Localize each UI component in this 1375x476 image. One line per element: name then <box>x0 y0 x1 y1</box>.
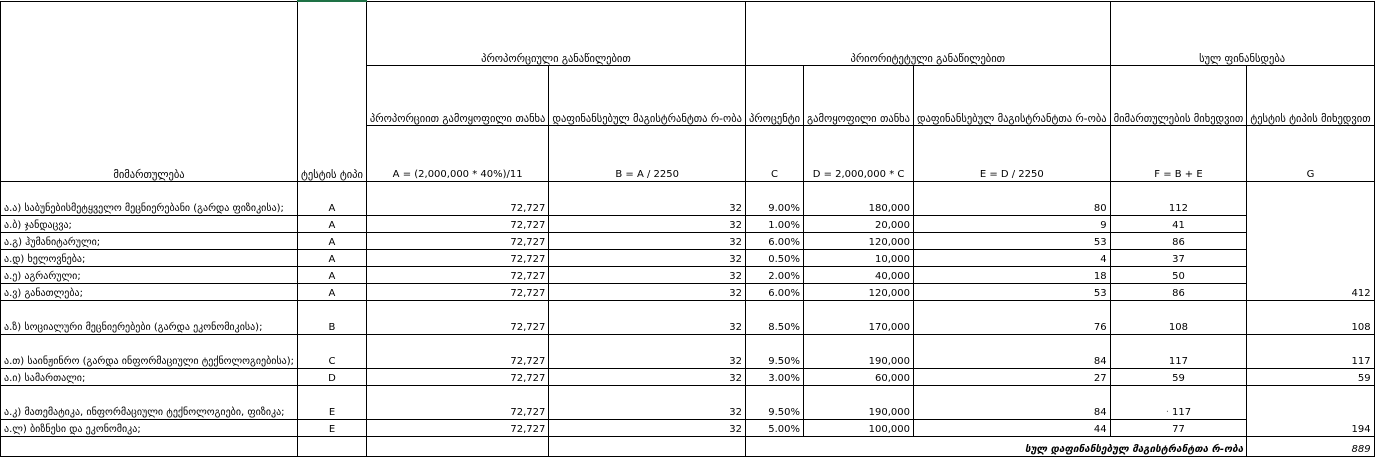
allocated-cell[interactable]: 170,000 <box>804 300 914 334</box>
allocated-cell[interactable]: 40,000 <box>804 266 914 283</box>
empty-cell <box>1 436 298 456</box>
amount-cell[interactable]: 72,727 <box>366 181 548 215</box>
by-test-type-cell-c[interactable]: 117 <box>1247 334 1374 368</box>
allocated-cell[interactable]: 190,000 <box>804 385 914 419</box>
allocated-cell[interactable]: 100,000 <box>804 419 914 436</box>
direction-cell[interactable]: ა.ი) სამართალი; <box>1 368 298 385</box>
allocated-cell[interactable]: 120,000 <box>804 232 914 249</box>
allocated-cell[interactable]: 180,000 <box>804 181 914 215</box>
formula-c: C <box>745 125 803 181</box>
table-row <box>1 266 1375 283</box>
funded-b-cell[interactable]: 4 <box>914 249 1111 266</box>
header-funded-masters-b: დაფინანსებულ მაგისტრანტთა რ-ობა <box>914 65 1111 125</box>
percent-cell[interactable]: 1.00% <box>745 215 803 232</box>
test-type-cell[interactable]: A <box>298 266 367 283</box>
percent-cell[interactable]: 6.00% <box>745 232 803 249</box>
cell-marker: · <box>1165 406 1170 418</box>
funded-a-cell[interactable]: 32 <box>549 232 746 249</box>
empty-cell <box>366 436 548 456</box>
direction-cell[interactable]: ა.თ) საინჟინრო (გარდა ინფორმაციული ტექნოლოგიებისა); <box>1 334 298 368</box>
test-type-cell[interactable]: C <box>298 334 367 368</box>
percent-cell[interactable]: 8.50% <box>745 300 803 334</box>
funded-b-cell[interactable]: 18 <box>914 266 1111 283</box>
test-type-cell[interactable]: A <box>298 215 367 232</box>
direction-cell[interactable]: ა.ლ) ბიზნესი და ეკონომიკა; <box>1 419 298 436</box>
by-direction-cell[interactable]: 59 <box>1110 368 1247 385</box>
by-direction-cell[interactable]: 117 <box>1110 334 1247 368</box>
funded-a-cell[interactable]: 32 <box>549 419 746 436</box>
by-test-type-cell-a[interactable]: 412 <box>1247 181 1374 300</box>
funded-a-cell[interactable]: 32 <box>549 181 746 215</box>
by-test-type-cell-e[interactable]: 194 <box>1247 385 1374 436</box>
amount-cell[interactable]: 72,727 <box>366 215 548 232</box>
test-type-cell[interactable]: A <box>298 249 367 266</box>
by-test-type-cell-d[interactable]: 59 <box>1247 368 1374 385</box>
test-type-cell[interactable]: D <box>298 368 367 385</box>
table-row <box>1 283 1375 300</box>
percent-cell[interactable]: 9.50% <box>745 385 803 419</box>
by-direction-cell[interactable]: 37 <box>1110 249 1247 266</box>
funded-a-cell[interactable]: 32 <box>549 283 746 300</box>
funded-b-cell[interactable]: 76 <box>914 300 1111 334</box>
direction-cell[interactable]: ა.დ) ხელოვნება; <box>1 249 298 266</box>
allocated-cell[interactable]: 10,000 <box>804 249 914 266</box>
percent-cell[interactable]: 2.00% <box>745 266 803 283</box>
header-percent: პროცენტი <box>745 65 803 125</box>
empty-cell <box>298 436 367 456</box>
formula-a: A = (2,000,000 * 40%)/11 <box>366 125 548 181</box>
table-row <box>1 419 1375 436</box>
funded-b-cell[interactable]: 53 <box>914 232 1111 249</box>
direction-cell[interactable]: ა.ე) აგრარული; <box>1 266 298 283</box>
by-direction-cell[interactable]: 86 <box>1110 232 1247 249</box>
table-row <box>1 385 1375 419</box>
test-type-cell[interactable]: E <box>298 385 367 419</box>
formula-d: D = 2,000,000 * C <box>804 125 914 181</box>
test-type-cell[interactable]: E <box>298 419 367 436</box>
header-by-test-type: ტესტის ტიპის მიხედვით <box>1247 65 1374 125</box>
table-row <box>1 215 1375 232</box>
header-allocated-amount: გამოყოფილი თანხა <box>804 65 914 125</box>
amount-cell[interactable]: 72,727 <box>366 266 548 283</box>
amount-cell[interactable]: 72,727 <box>366 232 548 249</box>
header-group-proportional: პროპორციული განაწილებით <box>366 1 745 65</box>
direction-cell[interactable]: ა.ა) საბუნებისმეტყველო მეცნიერებანი (გარდა ფიზიკისა); <box>1 181 298 215</box>
by-direction-cell[interactable]: 77 <box>1110 419 1247 436</box>
total-value[interactable]: 889 <box>1247 436 1374 456</box>
empty-cell <box>549 436 746 456</box>
by-direction-cell[interactable]: 86 <box>1110 283 1247 300</box>
direction-cell[interactable]: ა.ბ) ჯანდაცვა; <box>1 215 298 232</box>
table-row <box>1 249 1375 266</box>
test-type-cell[interactable]: A <box>298 181 367 215</box>
funded-a-cell[interactable]: 32 <box>549 215 746 232</box>
funded-a-cell[interactable]: 32 <box>549 266 746 283</box>
header-group-priority: პრიორიტეტული განაწილებით <box>745 1 1110 65</box>
direction-cell[interactable]: ა.ვ) განათლება; <box>1 283 298 300</box>
percent-cell[interactable]: 9.00% <box>745 181 803 215</box>
funded-b-cell[interactable]: 53 <box>914 283 1111 300</box>
funded-b-cell[interactable]: 27 <box>914 368 1111 385</box>
table-row <box>1 300 1375 334</box>
percent-cell[interactable]: 9.50% <box>745 334 803 368</box>
direction-cell[interactable]: ა.გ) ჰუმანიტარული; <box>1 232 298 249</box>
table-row <box>1 181 1375 215</box>
funded-a-cell[interactable]: 32 <box>549 368 746 385</box>
header-group-total: სულ ფინანსდება <box>1110 1 1374 65</box>
formula-f: F = B + E <box>1110 125 1247 181</box>
allocated-cell[interactable]: 190,000 <box>804 334 914 368</box>
funded-b-cell[interactable]: 9 <box>914 215 1111 232</box>
header-proportional-amount: პროპორციით გამოყოფილი თანხა <box>366 65 548 125</box>
table-row <box>1 334 1375 368</box>
by-direction-cell[interactable]: 50 <box>1110 266 1247 283</box>
percent-cell[interactable]: 6.00% <box>745 283 803 300</box>
header-direction: მიმართულება <box>1 1 298 181</box>
funded-b-cell[interactable]: 44 <box>914 419 1111 436</box>
table-row <box>1 232 1375 249</box>
amount-cell[interactable]: 72,727 <box>366 368 548 385</box>
by-test-type-cell-b[interactable]: 108 <box>1247 300 1374 334</box>
by-direction-cell[interactable]: 108 <box>1110 300 1247 334</box>
header-test-type[interactable]: ტესტის ტიპი <box>298 1 367 181</box>
test-type-cell[interactable]: B <box>298 300 367 334</box>
header-by-direction: მიმართულების მიხედვით <box>1110 65 1247 125</box>
table-row <box>1 368 1375 385</box>
allocated-cell[interactable]: 60,000 <box>804 368 914 385</box>
test-type-cell[interactable]: A <box>298 232 367 249</box>
by-direction-cell[interactable] <box>1110 385 1247 419</box>
amount-cell[interactable]: 72,727 <box>366 419 548 436</box>
formula-b: B = A / 2250 <box>549 125 746 181</box>
formula-g: G <box>1247 125 1374 181</box>
by-direction-cell[interactable]: 41 <box>1110 215 1247 232</box>
funded-b-cell[interactable]: 80 <box>914 181 1111 215</box>
amount-cell[interactable]: 72,727 <box>366 249 548 266</box>
total-label: სულ დაფინანსებულ მაგისტრანტთა რ-ობა <box>745 436 1246 456</box>
percent-cell[interactable]: 0.50% <box>745 249 803 266</box>
allocated-cell[interactable]: 20,000 <box>804 215 914 232</box>
header-funded-masters-a: დაფინანსებულ მაგისტრანტთა რ-ობა <box>549 65 746 125</box>
total-row <box>1 436 1375 456</box>
test-type-cell[interactable]: A <box>298 283 367 300</box>
funded-a-cell[interactable]: 32 <box>549 300 746 334</box>
amount-cell[interactable]: 72,727 <box>366 283 548 300</box>
funded-b-cell[interactable]: 84 <box>914 334 1111 368</box>
direction-cell[interactable]: ა.ზ) სოციალური მეცნიერებები (გარდა ეკონომიკისა); <box>1 300 298 334</box>
funded-a-cell[interactable]: 32 <box>549 249 746 266</box>
amount-cell[interactable]: 72,727 <box>366 385 548 419</box>
funded-a-cell[interactable]: 32 <box>549 334 746 368</box>
allocated-cell[interactable]: 120,000 <box>804 283 914 300</box>
funded-a-cell[interactable]: 32 <box>549 385 746 419</box>
formula-e: E = D / 2250 <box>914 125 1111 181</box>
by-direction-value: 117 <box>1172 406 1192 418</box>
percent-cell[interactable]: 3.00% <box>745 368 803 385</box>
percent-cell[interactable]: 5.00% <box>745 419 803 436</box>
funded-b-cell[interactable]: 84 <box>914 385 1111 419</box>
by-direction-cell[interactable]: 112 <box>1110 181 1247 215</box>
direction-cell[interactable]: ა.კ) მათემატიკა, ინფორმაციული ტექნოლოგიები, ფიზიკა; <box>1 385 298 419</box>
amount-cell[interactable]: 72,727 <box>366 300 548 334</box>
amount-cell[interactable]: 72,727 <box>366 334 548 368</box>
